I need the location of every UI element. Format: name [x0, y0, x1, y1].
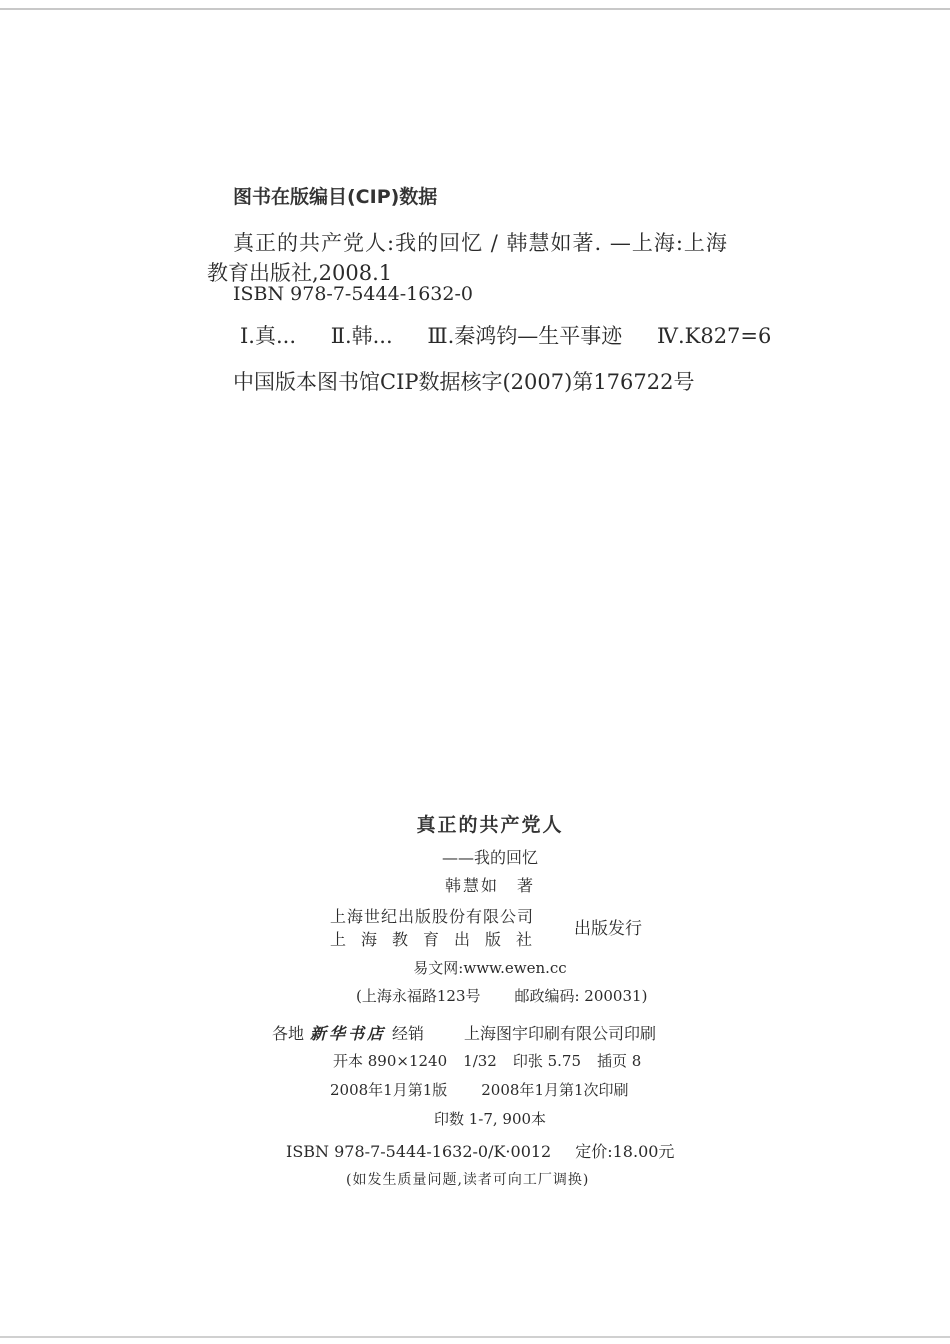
website: 易文网:www.ewen.cc — [413, 959, 567, 977]
spec-folio: 1/32 — [463, 1052, 497, 1070]
dist-prefix: 各地 — [272, 1024, 305, 1043]
book-subtitle: ——我的回忆 — [441, 848, 538, 867]
xinhua-bookstore-mark: 新华书店 — [310, 1024, 387, 1043]
book-title: 真正的共产党人 — [416, 814, 564, 836]
cip-isbn: ISBN 978-7-5444-1632-0 — [233, 283, 473, 305]
print-run: 印数 1-7, 900本 — [433, 1110, 547, 1128]
cip-class-1: Ⅰ.真... — [240, 324, 296, 348]
cip-heading: 图书在版编目(CIP)数据 — [233, 186, 438, 208]
postcode: 邮政编码: 200031) — [514, 987, 648, 1005]
scan-edge-bottom — [0, 1336, 950, 1338]
edition: 2008年1月第1版 — [330, 1081, 448, 1099]
publisher-role: 出版发行 — [574, 919, 642, 939]
publisher-block — [330, 904, 547, 950]
cip-record-number: 中国版本图书馆CIP数据核字(2007)第176722号 — [233, 370, 695, 394]
printing: 2008年1月第1次印刷 — [481, 1081, 629, 1099]
cip-publisher-line: 教育出版社,2008.1 — [207, 261, 393, 285]
cip-class-4: Ⅳ.K827=6 — [656, 324, 772, 348]
isbn-full: ISBN 978-7-5444-1632-0/K·0012 — [286, 1142, 552, 1161]
cip-class-2: Ⅱ.韩... — [330, 324, 393, 348]
distribution-line — [272, 1021, 656, 1044]
quality-note: (如发生质量问题,读者可向工厂调换) — [346, 1172, 590, 1188]
publisher-house: 上海教育出版社 — [330, 930, 548, 949]
address-line — [356, 985, 647, 1006]
address: (上海永福路123号 — [356, 987, 481, 1005]
spec-plates: 插页 8 — [597, 1052, 642, 1070]
book-author: 韩慧如 著 — [444, 876, 535, 895]
cip-classification — [240, 320, 799, 350]
publisher-group: 上海世纪出版股份有限公司 — [330, 907, 535, 926]
scan-edge-top — [0, 8, 950, 10]
spec-line — [333, 1050, 657, 1071]
dist-suffix: 经销 — [392, 1024, 425, 1043]
cip-class-3: Ⅲ.秦鸿钧—生平事迹 — [427, 324, 623, 348]
isbn-price-line — [286, 1139, 674, 1162]
printer: 上海图宇印刷有限公司印刷 — [464, 1024, 657, 1043]
cip-title-line: 真正的共产党人:我的回忆 / 韩慧如著. —上海:上海 — [233, 231, 728, 255]
edition-line — [330, 1079, 629, 1100]
price: 定价:18.00元 — [575, 1142, 675, 1161]
spec-sheets: 印张 5.75 — [512, 1052, 582, 1070]
spec-format: 开本 890×1240 — [333, 1052, 448, 1070]
